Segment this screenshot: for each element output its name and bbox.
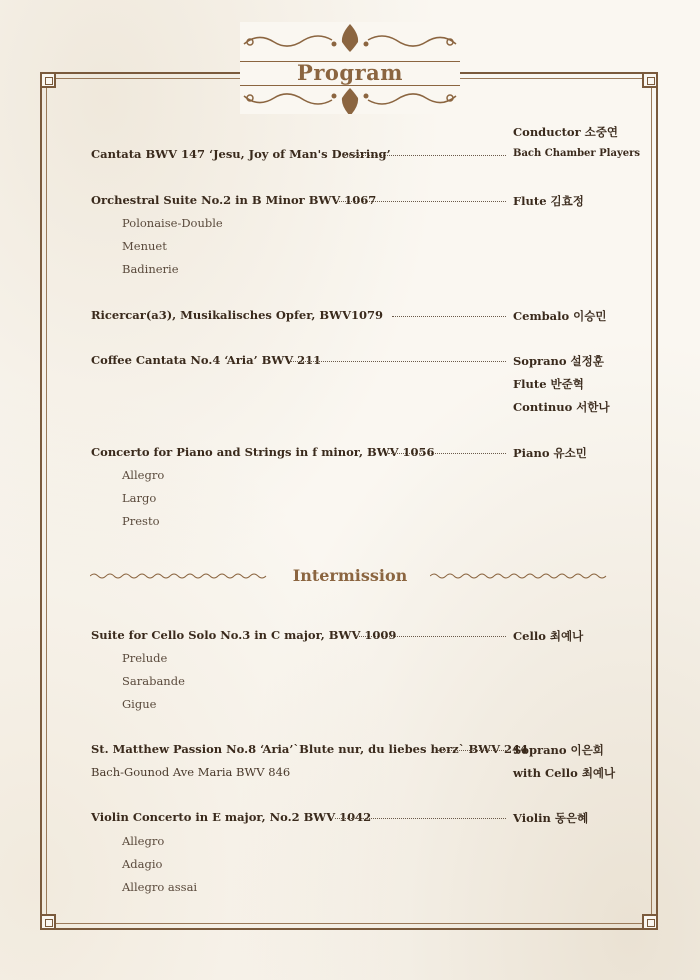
- movement: Prelude: [122, 651, 168, 665]
- leader-dots: [335, 201, 506, 202]
- performer: with Cello 최예나: [513, 766, 616, 780]
- performer: Violin 동은혜: [513, 811, 589, 825]
- performer: Bach Chamber Players: [513, 148, 641, 159]
- performer: Cello 최예나: [513, 629, 584, 643]
- performer: Soprano 설정훈: [513, 354, 604, 368]
- performer: Flute 반준혁: [513, 377, 584, 391]
- page-title: Program: [297, 60, 403, 85]
- movement: Presto: [122, 514, 160, 528]
- corner-ornament-top-right: [642, 72, 658, 88]
- piece-title: Concerto for Piano and Strings in f minor, BWV 1056: [91, 445, 435, 459]
- movement: Sarabande: [122, 674, 185, 688]
- movement: Adagio: [122, 857, 163, 871]
- performer: Cembalo 이승민: [513, 309, 607, 323]
- performer: Conductor 소중연: [513, 125, 618, 139]
- movement: Allegro: [122, 834, 165, 848]
- movement: Largo: [122, 491, 157, 505]
- movement: Allegro: [122, 468, 165, 482]
- movement: Allegro assai: [122, 880, 198, 894]
- intermission-heading: Intermission: [292, 566, 408, 585]
- title-rule-bottom: [240, 85, 460, 86]
- performer: Soprano 이은희: [513, 743, 604, 757]
- wavy-divider-right-icon: [430, 571, 608, 581]
- piece-title: St. Matthew Passion No.8 ‘Aria’`Blute nur, du liebes herz` BWV 244: [91, 742, 529, 756]
- corner-ornament-bottom-right: [642, 914, 658, 930]
- piece-subtitle: Bach-Gounod Ave Maria BWV 846: [91, 765, 291, 779]
- corner-ornament-bottom-left: [40, 914, 56, 930]
- performer: Continuo 서한나: [513, 400, 610, 414]
- corner-ornament-top-left: [40, 72, 56, 88]
- leader-dots: [342, 155, 506, 156]
- leader-dots: [290, 361, 506, 362]
- movement: Gigue: [122, 697, 157, 711]
- piece-title: Violin Concerto in E major, No.2 BWV 1042: [91, 810, 372, 824]
- leader-dots: [438, 750, 506, 751]
- piece-title: Orchestral Suite No.2 in B Minor BWV 1067: [91, 193, 377, 207]
- wavy-divider-left-icon: [90, 571, 268, 581]
- piece-title: Cantata BWV 147 ‘Jesu, Joy of Man's Desiring’: [91, 147, 391, 161]
- movement: Polonaise-Double: [122, 216, 223, 230]
- performer: Flute 김효정: [513, 194, 584, 208]
- title-block: [240, 22, 460, 114]
- leader-dots: [392, 316, 506, 317]
- performer: Piano 유소민: [513, 446, 587, 460]
- leader-dots: [335, 818, 506, 819]
- piece-title: Suite for Cello Solo No.3 in C major, BWV 1009: [91, 628, 397, 642]
- movement: Badinerie: [122, 262, 179, 276]
- leader-dots: [388, 453, 506, 454]
- movement: Menuet: [122, 239, 167, 253]
- piece-title: Coffee Cantata No.4 ‘Aria’ BWV 211: [91, 353, 322, 367]
- piece-title: Ricercar(a3), Musikalisches Opfer, BWV1079: [91, 308, 383, 322]
- leader-dots: [355, 636, 506, 637]
